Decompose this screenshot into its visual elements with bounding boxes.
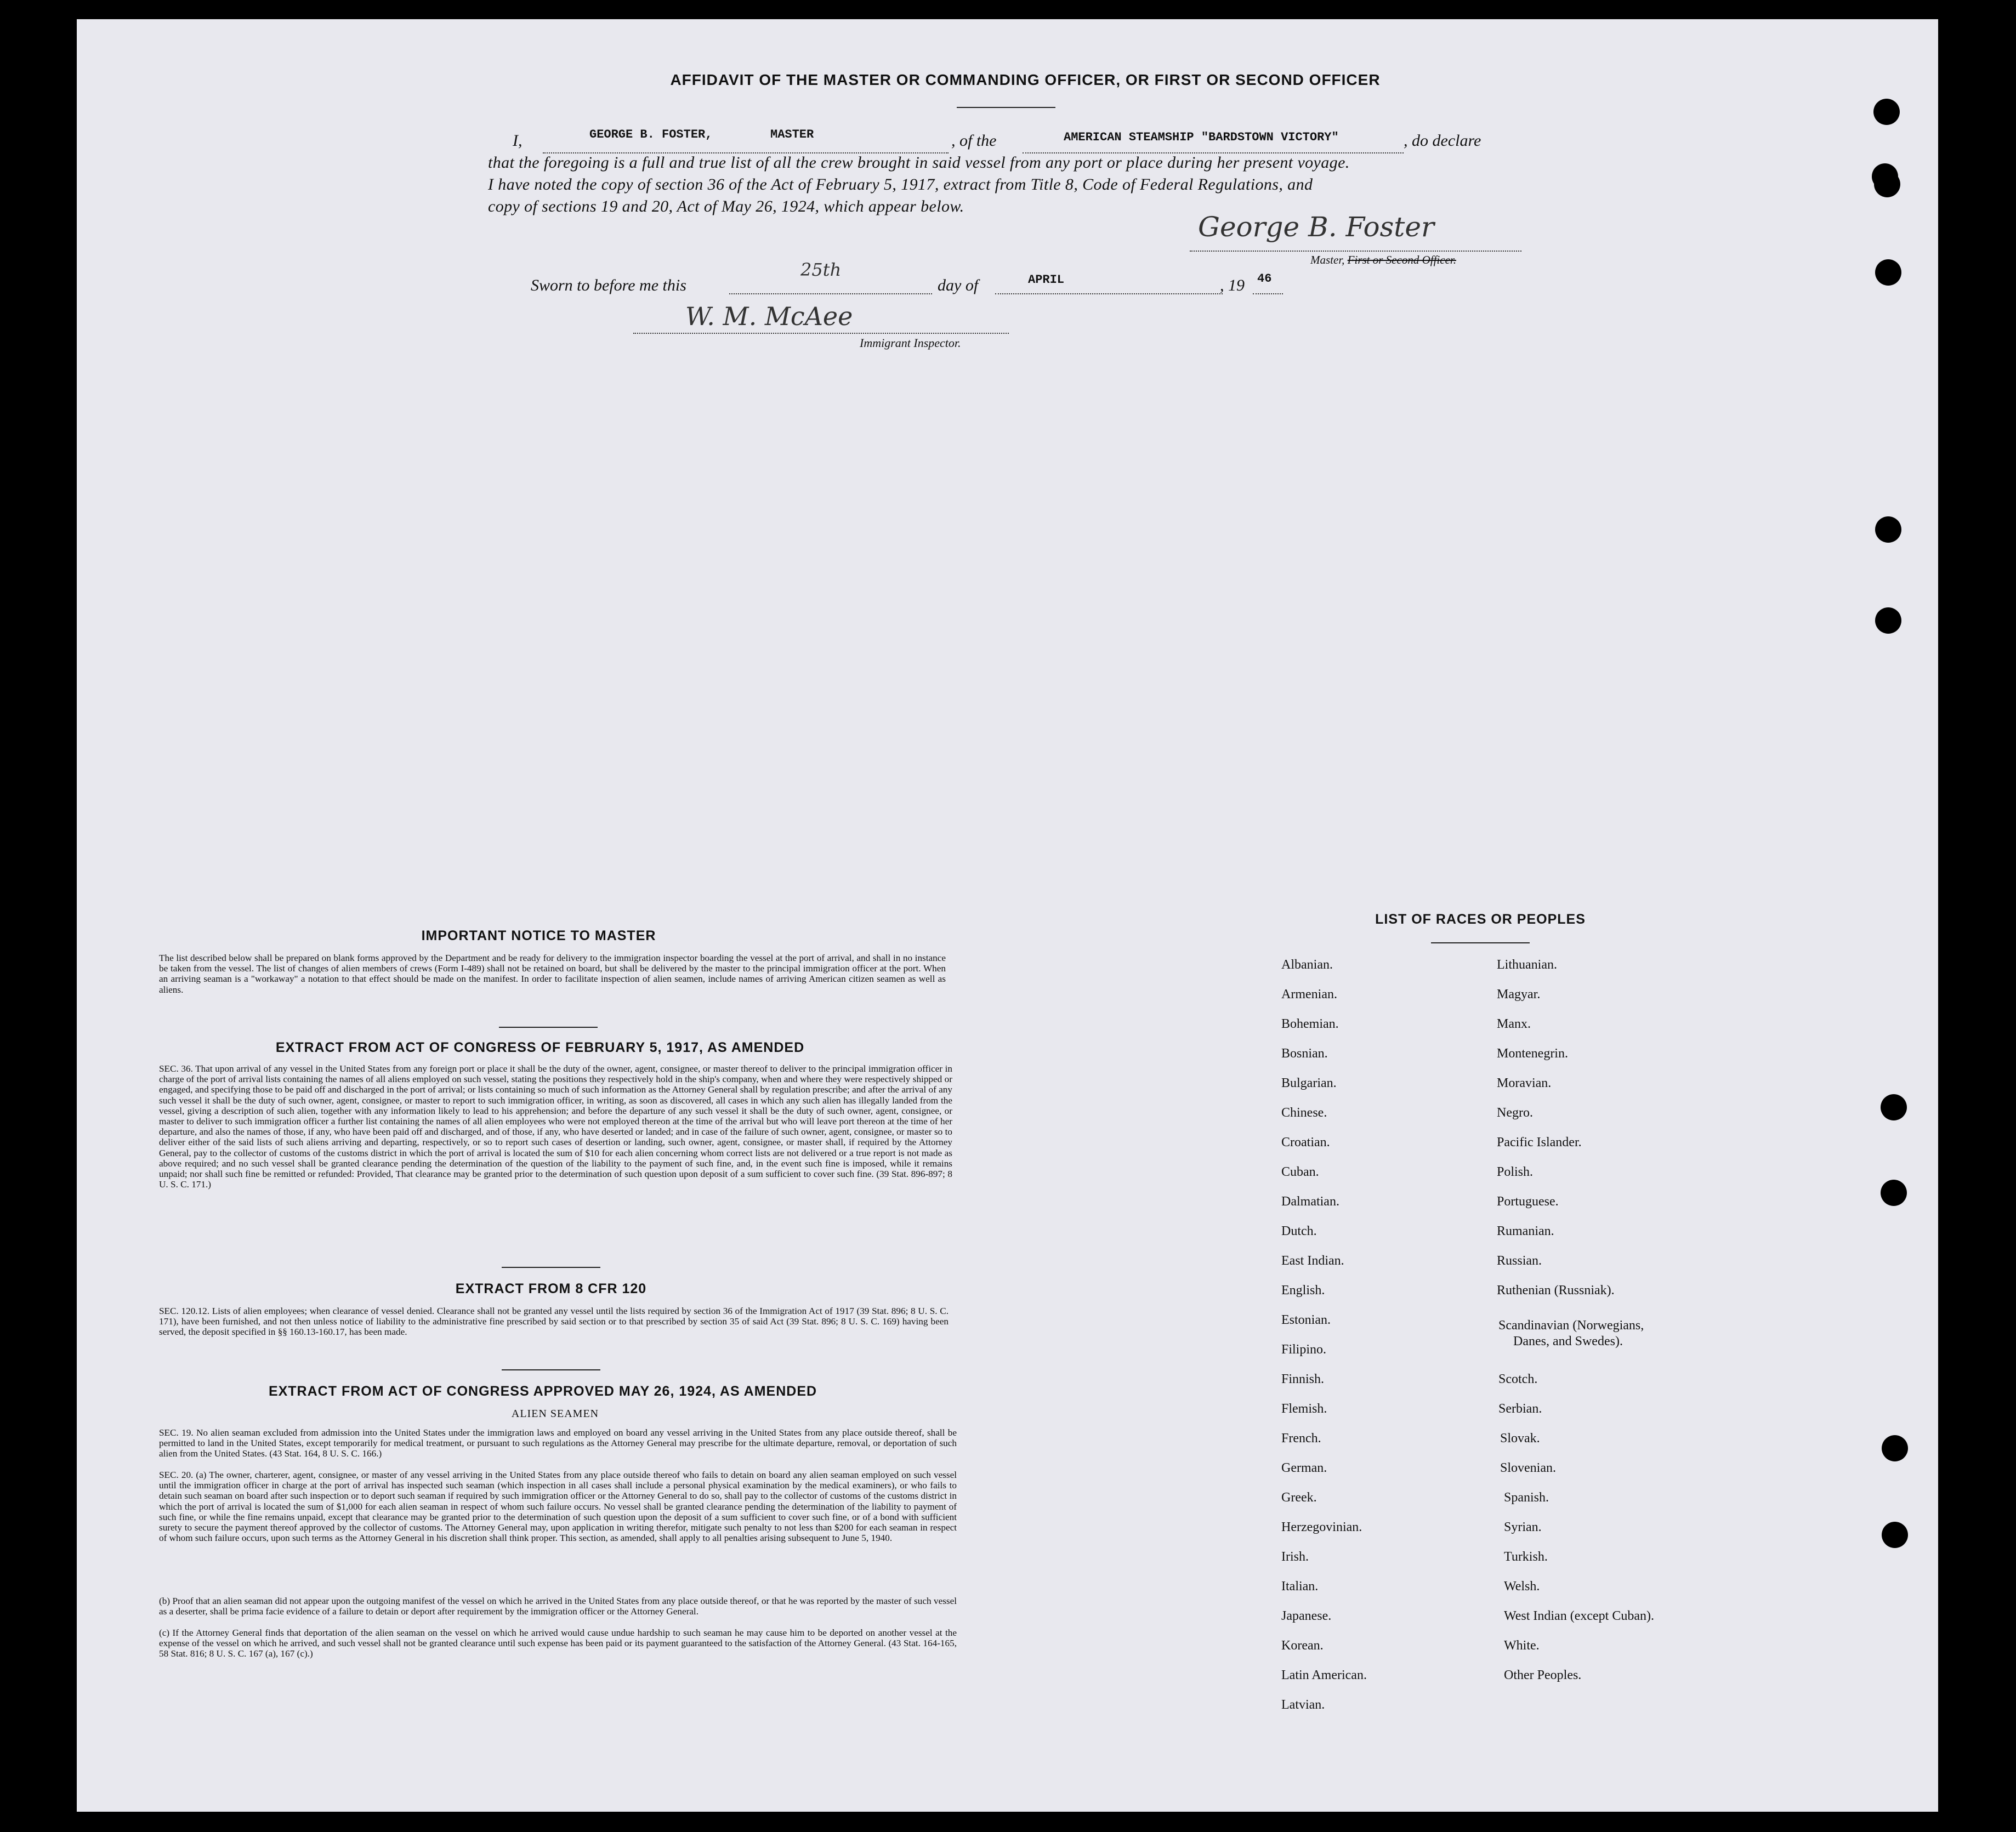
- race-col2-item: Pacific Islander.: [1497, 1135, 1582, 1150]
- master-signature: George B. Foster: [1198, 211, 1434, 243]
- extract-1917-rule: [502, 1267, 600, 1268]
- extract-cfr-title: EXTRACT FROM 8 CFR 120: [455, 1281, 647, 1296]
- declarant-rank: MASTER: [770, 128, 814, 141]
- extract-1917-title: EXTRACT FROM ACT OF CONGRESS OF FEBRUARY 5, 1917, AS AMENDED: [275, 1040, 805, 1055]
- race-col1-item: Latvian.: [1281, 1698, 1325, 1712]
- race-col1-item: French.: [1281, 1431, 1321, 1446]
- extract-1924-subtitle: ALIEN SEAMEN: [511, 1408, 599, 1420]
- inspector-caption: Immigrant Inspector.: [860, 336, 961, 350]
- punch-hole: [1882, 1522, 1908, 1548]
- extract-1924-sec20b: (b) Proof that an alien seaman did not appear upon the outgoing manifest of the vessel on which he arrived in the United States from any place outside thereof, or that he was reported by the master of such vessel as a deserter, shall be prima facie evidence of a failure to detain or deport after requirement by the immigration officer or the Attorney General.: [159, 1596, 957, 1617]
- race-col1-item: Chinese.: [1281, 1106, 1327, 1120]
- master-caption-struck: First or Second Officer.: [1347, 253, 1456, 266]
- race-col2-item: Other Peoples.: [1504, 1668, 1582, 1682]
- race-col1-item: Irish.: [1281, 1550, 1309, 1564]
- race-col2-item: Portuguese.: [1497, 1194, 1559, 1209]
- do-declare: , do declare: [1404, 132, 1481, 150]
- notice-title: IMPORTANT NOTICE TO MASTER: [421, 928, 656, 943]
- race-col1-item: Herzegovinian.: [1281, 1520, 1362, 1534]
- race-col2-item: Magyar.: [1497, 987, 1541, 1002]
- race-col1-item: Korean.: [1281, 1638, 1324, 1653]
- punch-hole: [1875, 607, 1901, 634]
- race-col1-item: Latin American.: [1281, 1668, 1367, 1682]
- punch-hole: [1874, 171, 1900, 197]
- race-col1-item: Japanese.: [1281, 1609, 1332, 1623]
- race-col1-item: Croatian.: [1281, 1135, 1330, 1150]
- affidavit-title: AFFIDAVIT OF THE MASTER OR COMMANDING OFFICER, OR FIRST OR SECOND OFFICER: [670, 71, 1381, 88]
- title-rule: [957, 107, 1055, 108]
- race-col2-item: Moravian.: [1497, 1076, 1552, 1090]
- sworn-label: Sworn to before me this: [531, 276, 686, 294]
- race-col2-item: Danes, and Swedes).: [1513, 1334, 1623, 1349]
- race-col2-item: Manx.: [1497, 1017, 1531, 1031]
- extract-cfr-text: SEC. 120.12. Lists of alien employees; when clearance of vessel denied. Clearance shall not be granted any vessel until the lists required by section 36 of the Immigration Act of 1917 (39 Stat. 896; 8 U. S. C. 171), have been furnished, and not then unless notice of liability to the administrative fine prescribed by said section or to that prescribed by section 35 of said Act (39 Stat. 896; 8 U. S. C. 169) having been served, the deposit specified in §§ 160.13-160.17, has been made.: [159, 1306, 949, 1338]
- race-col2-item: Russian.: [1497, 1254, 1542, 1268]
- affidavit-line-4: copy of sections 19 and 20, Act of May 26, 1924, which appear below.: [488, 197, 964, 215]
- race-col1-item: Finnish.: [1281, 1372, 1325, 1386]
- race-col2-item: Polish.: [1497, 1165, 1534, 1179]
- year-prefix: , 19: [1220, 276, 1245, 294]
- race-col2-item: Slovak.: [1500, 1431, 1540, 1446]
- race-col2-item: Turkish.: [1504, 1550, 1548, 1564]
- race-col2-item: Lithuanian.: [1497, 958, 1557, 972]
- extract-1924-title: EXTRACT FROM ACT OF CONGRESS APPROVED MAY 26, 1924, AS AMENDED: [268, 1384, 817, 1399]
- race-col1-item: Filipino.: [1281, 1342, 1327, 1357]
- race-col2-item: Serbian.: [1498, 1402, 1542, 1416]
- sworn-month: APRIL: [1028, 273, 1065, 287]
- extract-1917-text: SEC. 36. That upon arrival of any vessel in the United States from any foreign port or place it shall be the duty of the owner, agent, consignee, or master thereof to deliver to the principal immigration officer in charge of the port of arrival lists containing the names of all aliens employed on such vessel, stating the positions they respectively hold in the ship's company, when and where they were respectively shipped or engaged, and specifying those to be paid off and discharged in the port of arrival; or lists containing so much of such information as the Attorney General shall by regulation prescribe; and after the arrival of any such vessel it shall be the duty of such owner, agent, consignee, or master to report to such immigration officer, in writing, as soon as discovered, all cases in which any such alien has illegally landed from the vessel, giving a description of such alien, together with any information likely to lead to his apprehension; and before the departure of any such vessel it shall be the duty of such owner, agent, consignee, or master to deliver to such immigration officer a further list containing the names of all alien employees who were not employed thereon at the time of the arrival but who will leave port thereon at the time of her departure, and also the names of those, if any, who have been paid off and discharged, and of those, if any, who have deserted or landed; and in case of the failure of such owner, agent, consignee, or master so to deliver either of the said lists of such aliens arriving and departing, respectively, or so to report such cases of desertion or landing, such owner, agent, consignee, or master shall, if required by the Attorney General, pay to the collector of customs of the customs district in which the port of arrival is located the sum of $10 for each alien concerning whom correct lists are not delivered or a true report is not made as above required; and no such vessel shall be granted clearance pending the determination of the question of the liability to the payment of such fine, and, in the event such fine is imposed, while it remains unpaid; nor shall such fine be remitted or refunded: Provided, That clearance may be granted prior to the determination of such question upon deposit of a sum sufficient to cover such fine. (39 Stat. 896-897; 8 U. S. C. 171.): [159, 1063, 952, 1190]
- extract-1924-sec19: SEC. 19. No alien seaman excluded from admission into the United States under the immigration laws and employed on board any vessel arriving in the United States from any place outside thereof, shall be permitted to land in the United States, except temporarily for medical treatment, or pursuant to such regulations as the Attorney General may prescribe for the ultimate departure, removal, or deportation of such alien from the United States. (43 Stat. 164, 8 U. S. C. 166.): [159, 1427, 957, 1459]
- master-sig-line: [1190, 251, 1521, 252]
- race-col1-item: Dalmatian.: [1281, 1194, 1339, 1209]
- sworn-day: 25th: [800, 259, 842, 280]
- race-col2-item: Syrian.: [1504, 1520, 1542, 1534]
- extract-cfr-rule: [502, 1369, 600, 1370]
- punch-hole: [1873, 99, 1900, 125]
- race-col1-item: Cuban.: [1281, 1165, 1319, 1179]
- race-col2-item: West Indian (except Cuban).: [1504, 1609, 1654, 1623]
- sworn-day-line: [729, 293, 932, 294]
- race-col2-item: Slovenian.: [1500, 1461, 1556, 1475]
- race-col1-item: German.: [1281, 1461, 1327, 1475]
- race-col1-item: Estonian.: [1281, 1313, 1331, 1327]
- race-col1-item: Greek.: [1281, 1490, 1317, 1505]
- sworn-month-line: [995, 293, 1223, 294]
- day-of-label: day of: [938, 276, 979, 294]
- race-col1-item: English.: [1281, 1283, 1325, 1298]
- race-col2-item: Negro.: [1497, 1106, 1533, 1120]
- race-col1-item: Bosnian.: [1281, 1046, 1328, 1061]
- race-col1-item: Italian.: [1281, 1579, 1319, 1594]
- year-line: [1253, 293, 1283, 294]
- race-col2-item: Rumanian.: [1497, 1224, 1554, 1238]
- race-col1-item: Dutch.: [1281, 1224, 1317, 1238]
- races-rule: [1431, 942, 1530, 943]
- year-suffix: 46: [1257, 272, 1272, 286]
- affidavit-line-2: that the foregoing is a full and true list of all the crew brought in said vessel from any port or place during her present voyage.: [488, 153, 1350, 172]
- declarant-name: GEORGE B. FOSTER,: [589, 128, 713, 141]
- punch-hole: [1875, 516, 1901, 543]
- race-col1-item: Bohemian.: [1281, 1017, 1339, 1031]
- race-col1-item: Bulgarian.: [1281, 1076, 1337, 1090]
- race-col2-item: Scotch.: [1498, 1372, 1538, 1386]
- race-col2-item: Scandinavian (Norwegians,: [1498, 1318, 1644, 1333]
- notice-rule: [499, 1027, 598, 1028]
- master-caption: [1310, 253, 1456, 267]
- race-col2-item: White.: [1504, 1638, 1540, 1653]
- race-col2-item: Ruthenian (Russniak).: [1497, 1283, 1615, 1298]
- affidavit-line-3: I have noted the copy of section 36 of the Act of February 5, 1917, extract from Title 8, Code of Federal Regulations, and: [488, 175, 1313, 194]
- inspector-sig-line: [633, 333, 1009, 334]
- punch-hole: [1875, 259, 1901, 286]
- punch-hole: [1881, 1180, 1907, 1206]
- extract-1924-sec20c: (c) If the Attorney General finds that deportation of the alien seaman on the vessel on which he arrived would cause undue hardship to such seaman he may cause him to be deported on another vessel at the expense of the vessel on which he arrived, and such vessel shall not be granted clearance until such expense has been paid or its payment guaranteed to the satisfaction of the Attorney General. (43 Stat. 164-165, 58 Stat. 816; 8 U. S. C. 167 (a), 167 (c).): [159, 1628, 957, 1659]
- race-col2-item: Montenegrin.: [1497, 1046, 1568, 1061]
- races-title: LIST OF RACES OR PEOPLES: [1375, 912, 1586, 927]
- notice-text: The list described below shall be prepared on blank forms approved by the Department and be ready for delivery to the immigration inspector boarding the vessel at the port of arrival, and shall in no instance be taken from the vessel. The list of changes of alien members of crews (Form I-489) shall not be retained on board, but shall be delivered by the master to the principal immigration officer at the port. When an arriving seaman is a "workaway" a notation to that effect should be made on the manifest. In order to facilitate inspection of alien seamen, include names of arriving American citizen seamen as well as aliens.: [159, 953, 946, 995]
- punch-hole: [1881, 1094, 1907, 1120]
- of-label: , of the: [951, 132, 997, 150]
- race-col1-item: Armenian.: [1281, 987, 1337, 1002]
- race-col1-item: Flemish.: [1281, 1402, 1327, 1416]
- race-col1-item: Albanian.: [1281, 958, 1333, 972]
- race-col2-item: Spanish.: [1504, 1490, 1549, 1505]
- master-caption-label: Master,: [1310, 253, 1345, 266]
- extract-1924-sec20a: SEC. 20. (a) The owner, charterer, agent, consignee, or master of any vessel arriving in the United States from any place outside thereof who fails to detain on board any alien seaman employed on such vessel until the immigration officer in charge at the port of arrival has inspected such seaman (which inspection in all cases shall include a personal physical examination by the medical examiners), or who fails to detain such seaman on board after such inspection or to deport such seaman if required by such immigration officer or the Attorney General to do so, shall pay to the collector of customs of the customs district in which the port of arrival is located the sum of $1,000 for each alien seaman in respect of whom such failure occurs. No vessel shall be granted clearance pending the determination of the liability to payment of such fine, or while the fine remains unpaid, except that clearance may be granted prior to the determination of such question upon the deposit of a sum sufficient to cover such fine, or of a bond with sufficient surety to secure the payment thereof approved by the collector of customs. The Attorney General may, upon application in writing therefor, mitigate such penalty to not less than $200 for each seaman in respect of whom such failure occurs, upon such terms as the Attorney General in his discretion shall think proper. This section, as amended, shall apply to all penalties arising subsequent to June 5, 1940.: [159, 1470, 957, 1544]
- race-col2-item: Welsh.: [1504, 1579, 1540, 1594]
- inspector-signature: W. M. McAee: [685, 301, 853, 331]
- punch-hole: [1882, 1435, 1908, 1461]
- race-col1-item: East Indian.: [1281, 1254, 1344, 1268]
- vessel-name: AMERICAN STEAMSHIP "BARDSTOWN VICTORY": [1064, 130, 1339, 144]
- i-label: I,: [513, 132, 523, 150]
